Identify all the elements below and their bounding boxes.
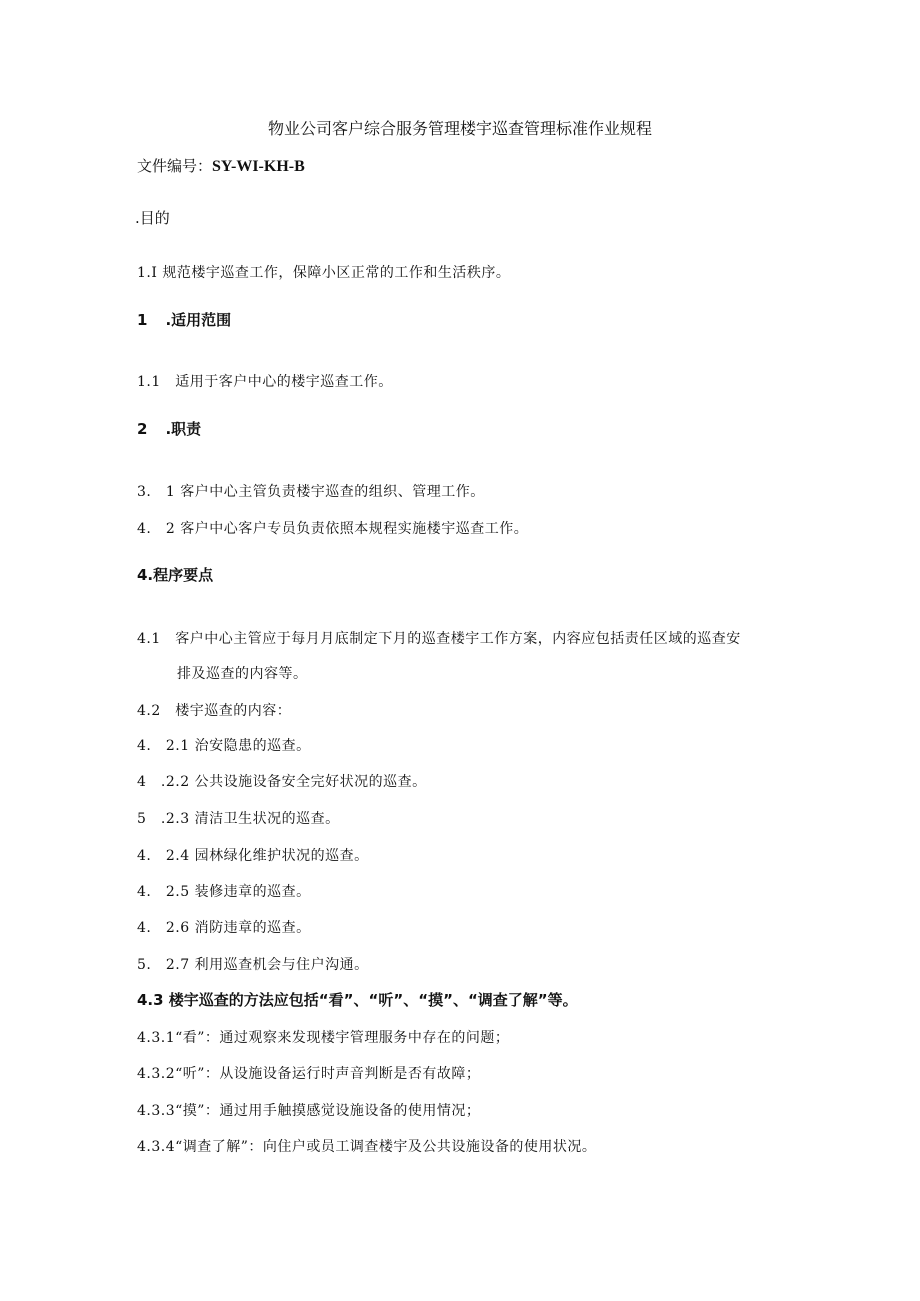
procedure-item-4-2-2: 4 .2.2 公共设施设备安全完好状况的巡查。: [137, 774, 427, 790]
section-procedure-heading: 4.程序要点: [137, 566, 214, 584]
scope-item-1: 1.1 适用于客户中心的楼宇巡查工作。: [137, 374, 393, 390]
section-duty-title: .职责: [165, 420, 202, 438]
file-number-label: 文件编号：: [137, 157, 213, 175]
procedure-item-4-2-7: 5. 2.7 利用巡查机会与住户沟通。: [137, 957, 369, 973]
procedure-item-4-3: 4.3 楼宇巡查的方法应包括“看”、“听”、“摸”、“调查了解”等。: [137, 991, 578, 1009]
procedure-item-4-2-3: 5 .2.3 清洁卫生状况的巡查。: [137, 811, 340, 827]
duty-item-1: 3. 1 客户中心主管负责楼宇巡查的组织、管理工作。: [137, 484, 485, 500]
section-duty-number: 2: [137, 420, 148, 438]
procedure-item-4-2-6: 4. 2.6 消防违章的巡查。: [137, 920, 311, 936]
file-number-value: SY-WI-KH-B: [212, 158, 305, 175]
section-duty-heading: [137, 422, 201, 438]
procedure-item-4-3-4: 4.3.4“调查了解”：向住户或员工调查楼宇及公共设施设备的使用状况。: [137, 1139, 597, 1155]
procedure-item-4-2-4: 4. 2.4 园林绿化维护状况的巡查。: [137, 848, 369, 864]
duty-item-2: 4. 2 客户中心客户专员负责依照本规程实施楼宇巡查工作。: [137, 521, 529, 537]
procedure-item-4-1-continued: 排及巡查的内容等。: [177, 666, 308, 682]
section-purpose-heading: .目的: [135, 209, 170, 227]
procedure-item-4-3-3: 4.3.3“摸”：通过用手触摸感觉设施设备的使用情况；: [137, 1103, 481, 1119]
section-scope-number: 1: [137, 311, 148, 329]
section-scope-heading: [137, 313, 231, 329]
section-scope-title: .适用范围: [165, 311, 232, 329]
purpose-item-1: 1.I 规范楼宇巡查工作，保障小区正常的工作和生活秩序。: [137, 265, 511, 281]
file-number: [137, 159, 305, 175]
procedure-item-4-1: 4.1 客户中心主管应于每月月底制定下月的巡查楼宇工作方案，内容应包括责任区域的巡查安: [137, 631, 741, 647]
procedure-item-4-3-1: 4.3.1“看”：通过观察来发现楼宇管理服务中存在的问题；: [137, 1030, 510, 1046]
procedure-item-4-2: 4.2 楼宇巡查的内容：: [137, 703, 292, 719]
procedure-item-4-2-1: 4. 2.1 治安隐患的巡查。: [137, 738, 311, 754]
document-title: 物业公司客户综合服务管理楼宇巡查管理标准作业规程: [267, 119, 652, 138]
procedure-item-4-2-5: 4. 2.5 装修违章的巡查。: [137, 884, 311, 900]
procedure-item-4-3-2: 4.3.2“听”：从设施设备运行时声音判断是否有故障；: [137, 1066, 481, 1082]
